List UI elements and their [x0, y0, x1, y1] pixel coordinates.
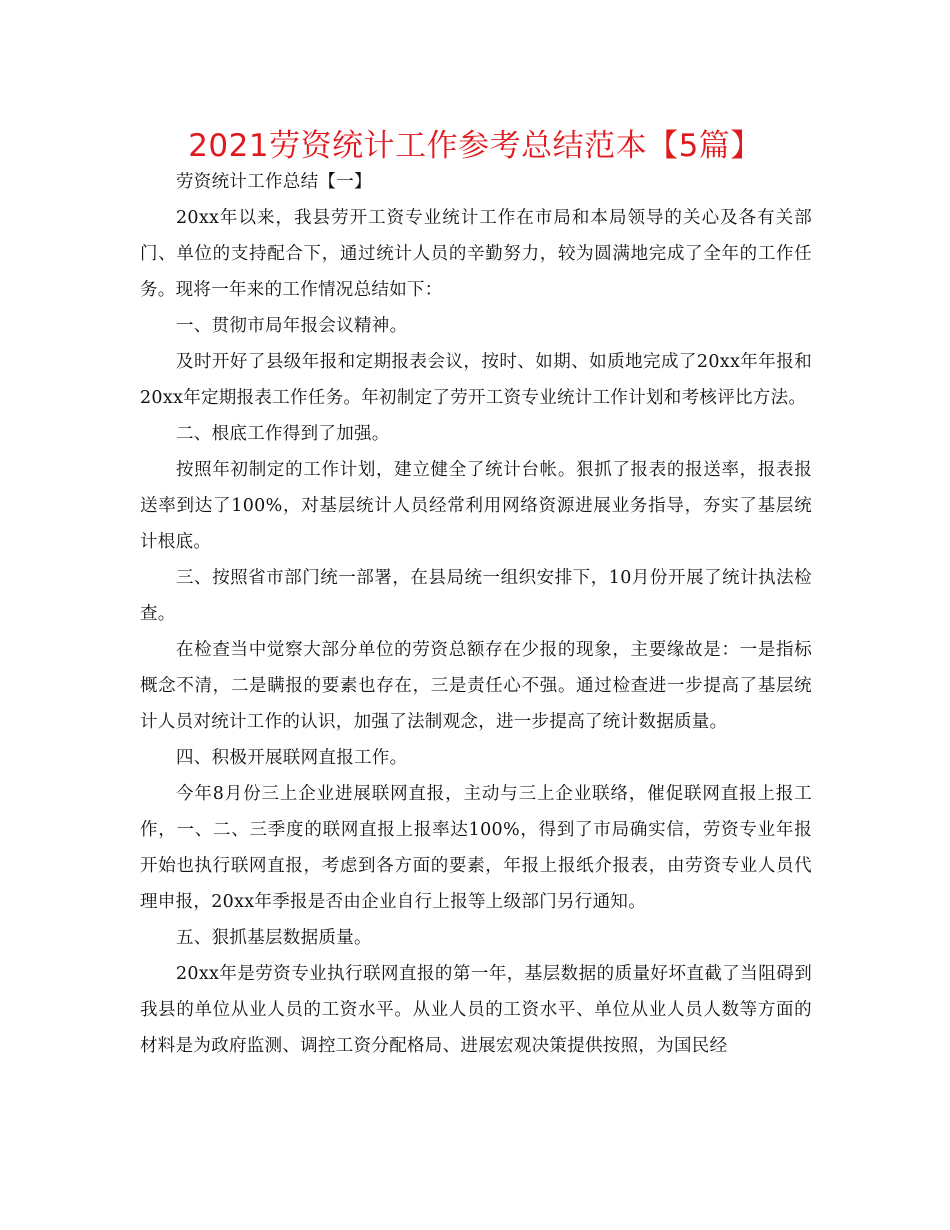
paragraph-item-5: 20xx年是劳资专业执行联网直报的第一年，基层数据的质量好坏直截了当阻碍到我县的单位从业人员的工资水平。从业人员的工资水平、单位从业人员人数等方面的材料是为政府监测、调控工资分配格局、进展宏观决策提供按照，为国民经 — [140, 964, 812, 1056]
paragraph-item-2: 按照年初制定的工作计划，建立健全了统计台帐。狠抓了报表的报送率，报表报送率到达了100%，对基层统计人员经常利用网络资源进展业务指导，夯实了基层统计根底。 — [140, 460, 812, 552]
item-heading-3: 三、按照省市部门统一部署，在县局统一组织安排下，10月份开展了统计执法检查。 — [140, 568, 812, 624]
item-heading-4: 四、积极开展联网直报工作。 — [176, 748, 408, 768]
document-body — [140, 164, 812, 1064]
item-heading-2: 二、根底工作得到了加强。 — [176, 424, 390, 444]
item-heading-1: 一、贯彻市局年报会议精神。 — [176, 316, 408, 336]
item-heading-5: 五、狠抓基层数据质量。 — [176, 928, 372, 948]
paragraph-item-4: 今年8月份三上企业进展联网直报，主动与三上企业联络，催促联网直报上报工作，一、二、三季度的联网直报上报率达100%，得到了市局确实信，劳资专业年报开始也执行联网直报，考虑到各方面的要素，年报上报纸介报表，由劳资专业人员代理申报，20xx年季报是否由企业自行上报等上级部门另行通知。 — [140, 784, 812, 912]
paragraph-item-1: 及时开好了县级年报和定期报表会议，按时、如期、如质地完成了20xx年年报和20xx年定期报表工作任务。年初制定了劳开工资专业统计工作计划和考核评比方法。 — [140, 352, 812, 408]
paragraph-item-3: 在检查当中觉察大部分单位的劳资总额存在少报的现象，主要缘故是：一是指标概念不清，二是瞒报的要素也存在，三是责任心不强。通过检查进一步提高了基层统计人员对统计工作的认识，加强了法制观念，进一步提高了统计数据质量。 — [140, 640, 812, 732]
section-heading-1: 劳资统计工作总结【一】 — [176, 172, 372, 192]
paragraph-intro: 20xx年以来，我县劳开工资专业统计工作在市局和本局领导的关心及各有关部门、单位的支持配合下，通过统计人员的辛勤努力，较为圆满地完成了全年的工作任务。现将一年来的工作情况总结如下： — [140, 208, 812, 300]
document-title: 2021劳资统计工作参考总结范本【5篇】 — [188, 128, 762, 164]
